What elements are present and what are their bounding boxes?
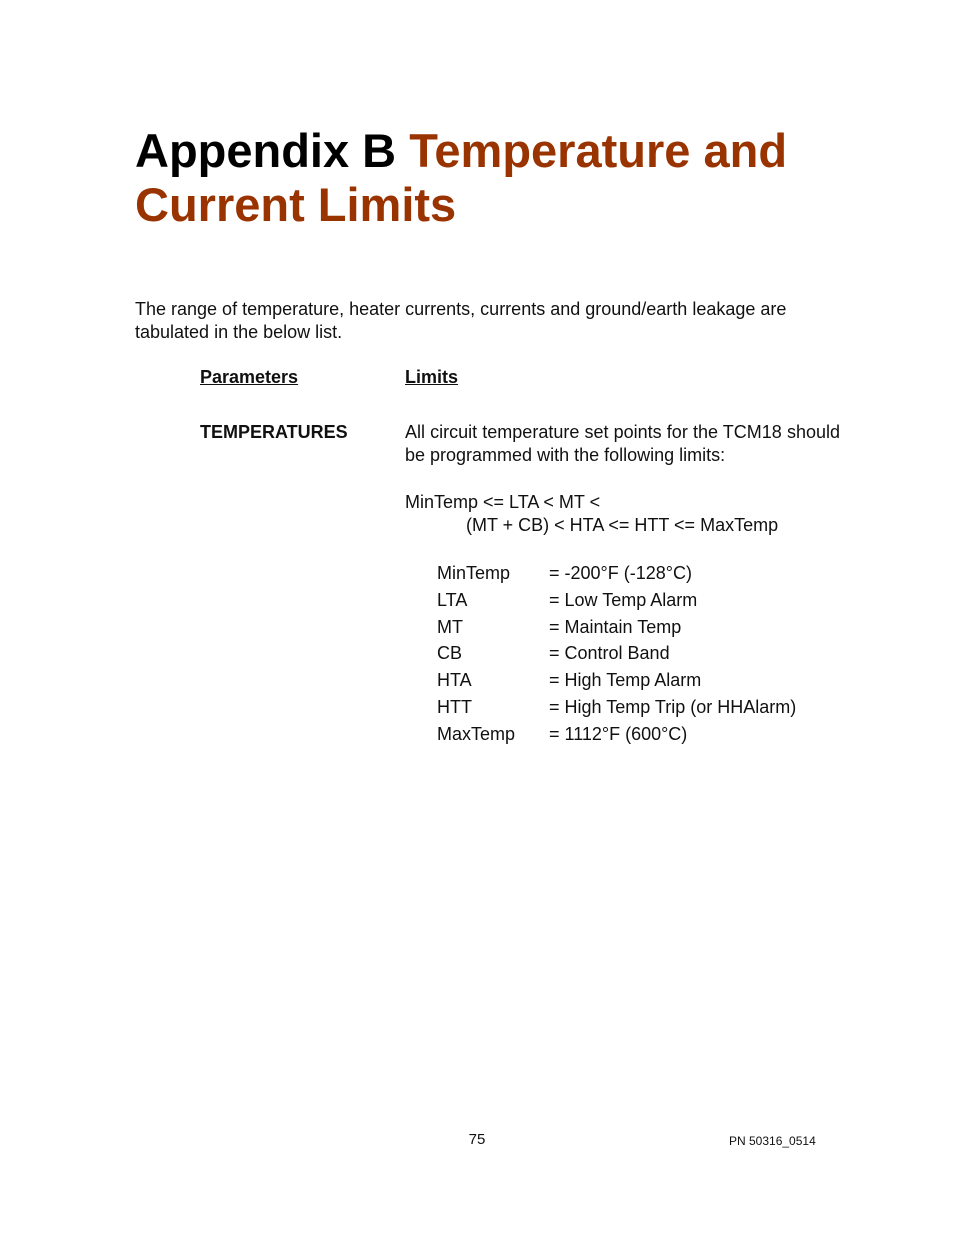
definition-row [437, 614, 857, 641]
page-title [135, 124, 855, 232]
definition-term: MT [437, 616, 463, 637]
definition-value: = Control Band [549, 643, 670, 664]
parameters-column-header: Parameters [200, 367, 299, 387]
definition-term: HTA [437, 670, 472, 691]
appendix-label: Appendix B [135, 124, 397, 177]
definition-term: MinTemp [437, 563, 511, 583]
part-number: PN 50316_0514 [729, 1134, 816, 1148]
page-number: 75 [468, 1131, 486, 1148]
temperatures-description: All circuit temperature set points for the TCM18 should be programmed with the following limits: [405, 422, 840, 465]
definition-row [437, 667, 857, 694]
formula-line-2: (MT + CB) < HTA <= HTT <= MaxTemp [466, 515, 779, 535]
definitions-list [437, 560, 857, 748]
definition-term: LTA [437, 589, 468, 610]
intro-paragraph: The range of temperature, heater currents, currents and ground/earth leakage are tabulated in the below list. [135, 299, 787, 342]
definition-value: = 1112°F (600°C) [549, 723, 688, 744]
formula-line-1: MinTemp <= LTA < MT < [405, 492, 601, 512]
limits-column-header: Limits [405, 367, 459, 387]
definition-row [437, 721, 857, 748]
temperatures-label: TEMPERATURES [200, 422, 348, 442]
definition-value: = Maintain Temp [549, 616, 682, 637]
definition-value: = -200°F (-128°C) [549, 563, 692, 583]
appendix-title-line1: Temperature and [409, 124, 788, 177]
definition-term: HTT [437, 696, 472, 717]
definition-value: = High Temp Trip (or HHAlarm) [549, 696, 797, 717]
appendix-title-line2: Current Limits [135, 178, 457, 231]
definition-term: MaxTemp [437, 723, 516, 744]
definition-term: CB [437, 643, 463, 664]
definition-row [437, 587, 857, 614]
definition-row [437, 694, 857, 721]
definition-row [437, 640, 857, 667]
definition-row [437, 560, 857, 587]
definition-value: = High Temp Alarm [549, 670, 702, 691]
definition-value: = Low Temp Alarm [549, 589, 698, 610]
limits-formula [405, 491, 845, 537]
